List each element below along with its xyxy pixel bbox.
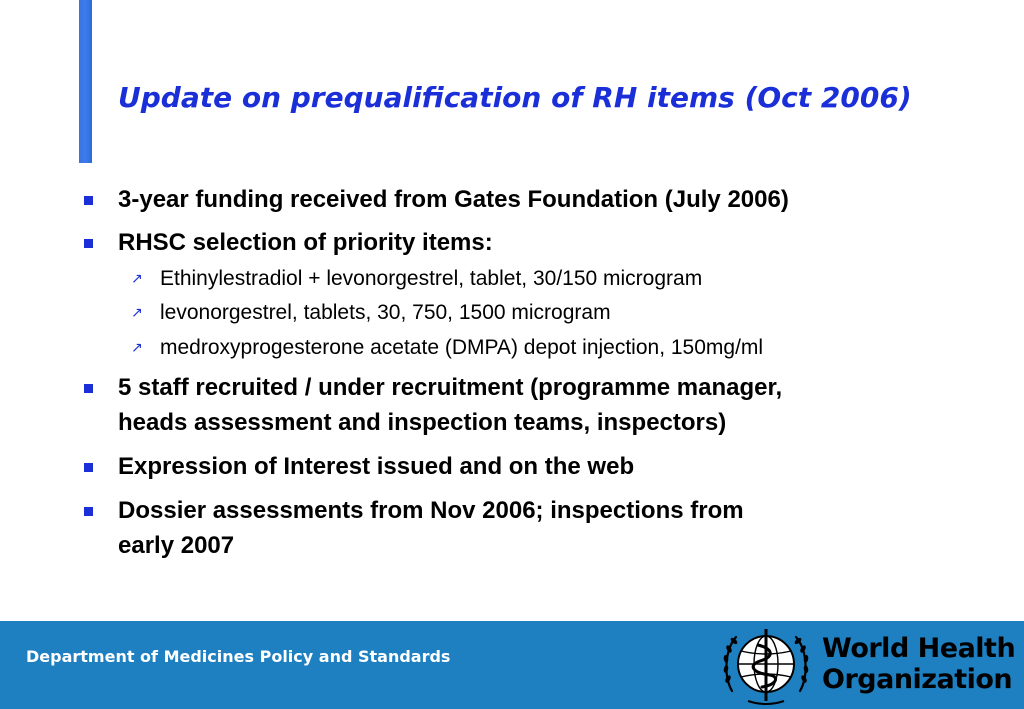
arrow-up-right-icon: ↗ xyxy=(131,271,143,287)
who-wordmark-line1: World Health xyxy=(822,633,1016,664)
arrow-up-right-icon: ↗ xyxy=(131,340,143,356)
who-logo xyxy=(718,621,1024,709)
who-wordmark xyxy=(822,633,1015,695)
bullet-item-continuation: early 2007 xyxy=(118,532,235,559)
square-bullet-icon xyxy=(84,463,93,472)
slide-title: Update on prequalification of RH items (Oct 2006) xyxy=(118,81,912,114)
sub-bullet-item: medroxyprogesterone acetate (DMPA) depot injection, 150mg/ml xyxy=(160,336,764,359)
bullet-item: Dossier assessments from Nov 2006; inspections from xyxy=(118,497,744,524)
square-bullet-icon xyxy=(84,384,93,393)
square-bullet-icon xyxy=(84,507,93,516)
footer-band xyxy=(0,621,1024,709)
bullet-item: RHSC selection of priority items: xyxy=(118,229,493,256)
arrow-up-right-icon: ↗ xyxy=(131,305,143,321)
sub-bullet-item: levonorgestrel, tablets, 30, 750, 1500 microgram xyxy=(160,301,611,324)
sub-bullet-item: Ethinylestradiol + levonorgestrel, tablet, 30/150 microgram xyxy=(160,267,703,290)
who-wordmark-line2: Organization xyxy=(822,664,1013,695)
bullet-item-continuation: heads assessment and inspection teams, inspectors) xyxy=(118,409,727,436)
square-bullet-icon xyxy=(84,239,93,248)
who-emblem-icon xyxy=(718,621,814,709)
department-name: Department of Medicines Policy and Standards xyxy=(26,647,451,666)
bullet-item: 3-year funding received from Gates Foundation (July 2006) xyxy=(118,186,789,213)
square-bullet-icon xyxy=(84,196,93,205)
bullet-item: Expression of Interest issued and on the web xyxy=(118,453,635,480)
bullet-item: 5 staff recruited / under recruitment (programme manager, xyxy=(118,374,783,401)
